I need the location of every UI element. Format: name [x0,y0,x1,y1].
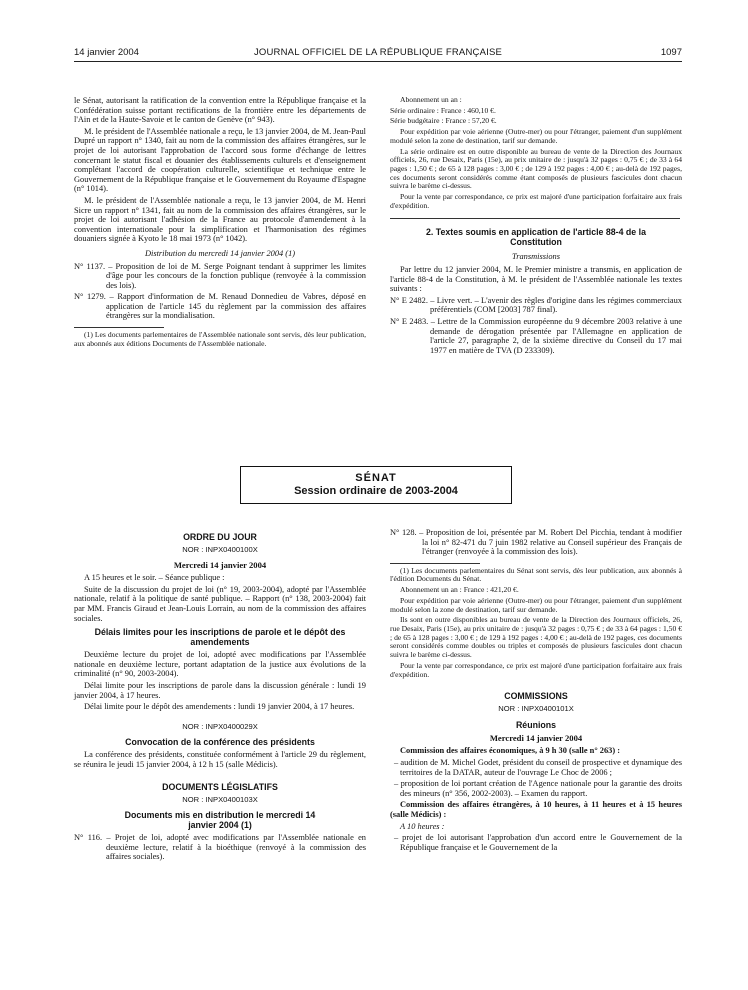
footnote-divider [390,563,480,564]
paragraph: Pour la vente par correspondance, ce prix est majoré d'une participation forfaitaire aux frais d'expédition. [390,192,682,210]
document-entry: N° 1279. – Rapport d'information de M. Renaud Donnedieu de Vabres, déposé en application de l'article 145 du règlement par la commission des affaires étrangères sur la mondialisation. [74,292,366,321]
reunions-heading: Réunions [515,719,557,730]
session-title: Session ordinaire de 2003-2004 [294,485,458,497]
paragraph: Pour expédition par voie aérienne (Outre-mer) ou pour l'étranger, paiement d'un supplément modulé selon la zone de destination, tarif sur demande. [390,595,682,614]
header-date: 14 janvier 2004 [74,47,139,58]
paragraph: Par lettre du 12 janvier 2004, M. le Premier ministre a transmis, en application de l'article 88-4 de la Constitution, à M. le président de l'Assemblée nationale les textes suivants : [390,265,682,294]
document-entry: N° 128. – Proposition de loi, présentée par M. Robert Del Picchia, tendant à modifier la loi n° 82-471 du 7 juin 1982 relative au Conseil supérieur des Français de l'étranger (renvoyée à la commission des lois). [390,528,682,557]
ordre-du-jour-heading: ORDRE DU JOUR [183,532,257,542]
senat-title: SÉNAT [355,472,397,484]
paragraph: La série ordinaire est en outre disponible au bureau de vente de la Direction des Journaux officiels, 26, rue Desaix, Paris (15e), au prix unitaire de : jusqu'à 32 pages : 0,75 € ; de 33 à 64 pages : 1,50 € ; de 65 à 128 pages : 3,00 € ; de 129 à 192 pages : 4,00 € ; au-delà de 192 pages, ces documents seront considérés comme étant composés de plusieurs fascicules dont chacun suivra le barème ci-dessus. [390,146,682,191]
paragraph: Suite de la discussion du projet de loi (n° 19, 2003-2004), adopté par l'Assemblée nationale, relatif à la politique de santé publique. – Rapport (n° 138, 2003-2004) fait par MM. Francis Giraud et Jean-Louis Lorrain, au nom de la commission des affaires sociales. [74,584,366,623]
nor-reference: NOR : INPX0400101X [498,704,574,714]
section-divider [390,218,680,219]
journal-title: JOURNAL OFFICIEL DE LA RÉPUBLIQUE FRANÇAISE [253,47,503,58]
transmissions-heading: Transmissions [512,252,560,262]
paragraph: Deuxième lecture du projet de loi, adopté avec modifications par l'Assemblée nationale en deuxième lecture, portant adaptation de la justice aux évolutions de la criminalité (n° 90, 2003-2004). [74,650,366,679]
paragraph: Pour expédition par voie aérienne (Outre-mer) ou pour l'étranger, paiement d'un supplément modulé selon la zone de destination, tarif sur demande. [390,127,682,145]
header-rule [74,61,682,62]
nor-reference: NOR : INPX0400100X [182,545,258,554]
distribution-heading: Distribution du mercredi 14 janvier 2004 (1) [144,248,296,258]
senat-title-box [240,466,512,504]
paragraph: M. le président de l'Assemblée nationale a reçu, le 13 janvier 2004, de M. Jean-Paul Dupré un rapport n° 1340, fait au nom de la commission des affaires étrangères, sur le projet de loi autorisant l'approbation de l'accord sous forme d'échange de lettres concernant le statut fiscal et douanier des établissements culturels et d'enseignement complétant l'accord de coopération culturelle, scientifique et technique entre le Gouvernement de la République française et le Gouvernement du Royaume d'Espagne (n° 1014). [74,126,366,194]
paragraph: A 15 heures et le soir. – Séance publique : [84,573,225,583]
agenda-item: – projet de loi autorisant l'approbation d'un accord entre le Gouvernement de la République française et le Gouvernement de la [394,833,682,852]
commissions-heading: COMMISSIONS [504,691,568,702]
committee-entry: Commission des affaires étrangères, à 10 heures, à 11 heures et à 15 heures (salle Médicis) : [390,800,682,819]
price-ordinary: Série ordinaire : France : 460,10 €. [390,105,496,115]
paragraph: le Sénat, autorisant la ratification de la convention entre la République française et la Confédération suisse portant rectifications de la frontière entre les départements de l'Ain et de la Haute-Savoie et le canton de Genève (n° 943). [74,96,366,125]
price-budget: Série budgétaire : France : 57,20 €. [390,116,497,126]
nor-reference: NOR : INPX0400103X [182,794,258,804]
date-heading: Mercredi 14 janvier 2004 [173,559,267,570]
paragraph: Ils sont en outre disponibles au bureau de vente de la Direction des Journaux officiels, 26, rue Desaix, Paris (15e), au prix unitaire de : jusqu'à 32 pages : 0,75 € ; de 33 à 64 pages : 1,50 € ; de 65 à 128 pages : 3,00 € ; de 129 à 192 pages : 4,00 € ; au-delà de 192 pages, ces documents seront considérés comme doubles ou triples et composés de plusieurs fascicules dont chacun suivra le barème ci-dessus. [390,615,682,660]
paragraph: Délai limite pour les inscriptions de parole dans la discussion générale : lundi 19 janvier 2004, à 17 heures. [74,680,366,700]
paragraph: La conférence des présidents, constituée conformément à l'article 29 du règlement, se réunira le jeudi 15 janvier 2004, à 12 h 15 (salle Médicis). [74,750,366,769]
committee-entry: Commission des affaires économiques, à 9 h 30 (salle n° 263) : [400,746,621,756]
distribution-heading: Documents mis en distribution le mercredi 14 janvier 2004 (1) [124,810,316,831]
documents-heading: DOCUMENTS LÉGISLATIFS [162,781,278,792]
nor-reference: NOR : INPX0400029X [182,721,258,731]
subscription-price: Abonnement un an : France : 421,20 €. [400,585,519,595]
footnote-divider [74,327,164,328]
delais-heading: Délais limites pour les inscriptions de parole et le dépôt des amendements [94,627,346,648]
page-number: 1097 [660,47,682,58]
footnote: (1) Les documents parlementaires de l'Assemblée nationale sont servis, dès leur publication, aux abonnés aux éditions Documents de l'Assemblée nationale. [74,330,366,348]
document-entry: N° 116. – Projet de loi, adopté avec modifications par l'Assemblée nationale en deuxième lecture, relatif à la bioéthique (renvoyé à la commission des affaires sociales). [74,833,366,862]
footnote: (1) Les documents parlementaires du Sénat sont servis, dès leur publication, aux abonnés à l'édition Documents du Sénat. [390,565,682,584]
document-entry: N° E 2483. – Lettre de la Commission européenne du 9 décembre 2003 relative à une demande de dérogation présentée par l'Allemagne en application de l'article 27, paragraphe 2, de la sixième directive du Conseil du 17 mai 1977 en matière de TVA (D 233309). [390,317,682,355]
agenda-item: – audition de M. Michel Godet, président du conseil de prospective et dynamique des territoires de la DATAR, auteur de l'ouvrage Le Choc de 2006 ; [394,758,682,777]
paragraph: M. le président de l'Assemblée nationale a reçu, le 13 janvier 2004, de M. Henri Sicre un rapport n° 1341, fait au nom de la commission des affaires étrangères, sur le projet de loi autorisant l'adhésion de la France au protocole d'amendement à la convention internationale pour la simplification et l'harmonisation des régimes douaniers signée à Kyoto le 18 mai 1973 (n° 1042). [74,195,366,244]
section-heading: 2. Textes soumis en application de l'article 88-4 de la Constitution [426,227,646,248]
bottom-right-column [390,528,682,854]
convocation-heading: Convocation de la conférence des présidents [125,737,315,748]
agenda-item: – proposition de loi portant création de l'Agence nationale pour la garantie des droits des mineurs (n° 356, 2002-2003). – Examen du rapport. [394,779,682,798]
document-entry: N° 1137. – Proposition de loi de M. Serge Poignant tendant à supprimer les limites d'âge pour les concours de la fonction publique (renvoyée à la commission des lois). [74,261,366,290]
subscription-label: Abonnement un an : [400,95,462,104]
document-entry: N° E 2482. – Livre vert. – L'avenir des règles d'origine dans les régimes commerciaux préférentiels (COM [2003] 787 final). [390,295,682,315]
paragraph: Pour la vente par correspondance, ce prix est majoré d'une participation forfaitaire aux frais d'expédition. [390,660,682,679]
date-heading: Mercredi 14 janvier 2004 [489,732,583,743]
top-left-column [74,96,366,350]
bottom-left-column [74,528,366,864]
time-label: A 10 heures : [400,821,445,831]
paragraph: Délai limite pour le dépôt des amendements : lundi 19 janvier 2004, à 17 heures. [84,702,355,712]
top-right-column [390,96,682,357]
